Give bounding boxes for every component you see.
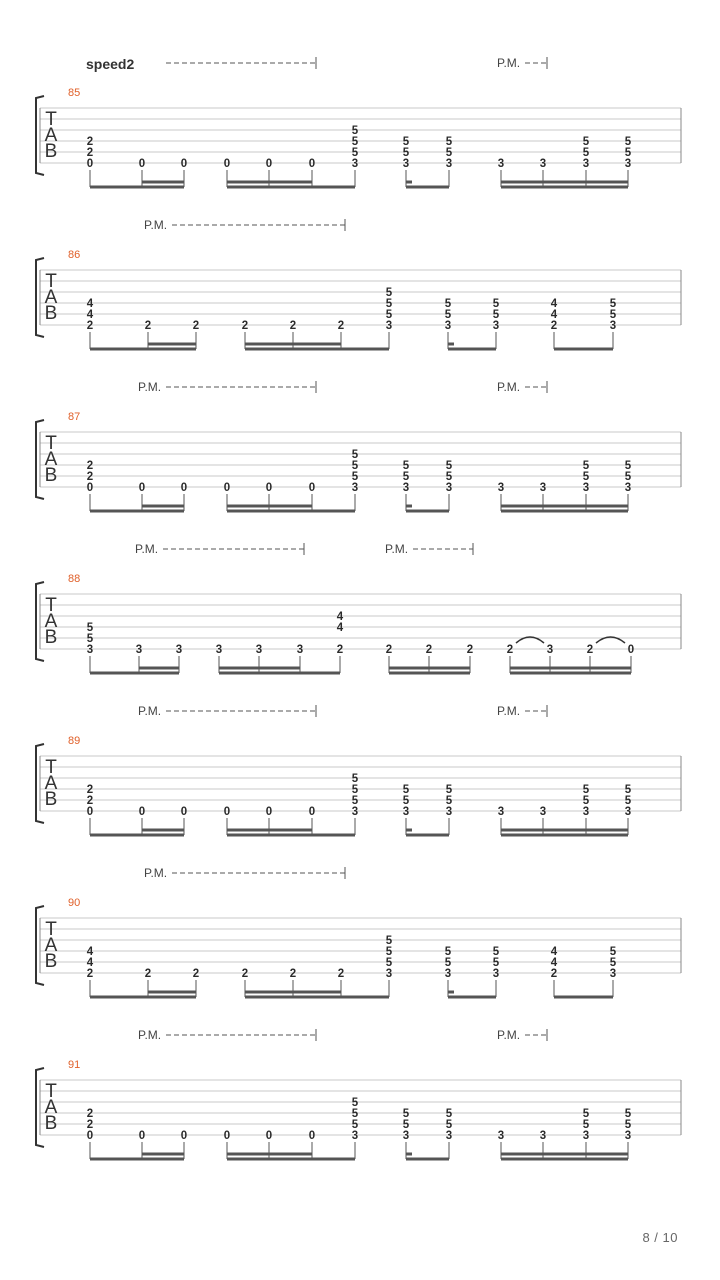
fret-number: 3 xyxy=(135,644,143,656)
fret-number: 5 xyxy=(624,136,632,148)
fret-number: 5 xyxy=(624,147,632,159)
beam-primary xyxy=(389,672,470,675)
fret-number: 2 xyxy=(86,784,94,796)
fret-number: 5 xyxy=(351,460,359,472)
fret-number: 3 xyxy=(215,644,223,656)
palm-mute-label: P.M. xyxy=(138,380,162,394)
palm-mute-label: P.M. xyxy=(135,542,159,556)
fret-number: 4 xyxy=(86,957,94,969)
measure-number: 85 xyxy=(68,87,81,99)
fret-number: 5 xyxy=(351,136,359,148)
fret-number: 4 xyxy=(86,298,94,310)
fret-number: 3 xyxy=(445,482,453,494)
fret-number: 2 xyxy=(86,1108,94,1120)
palm-mute-label: P.M. xyxy=(497,1028,521,1042)
tab-clef-letter: T xyxy=(45,1081,57,1102)
measure-number: 90 xyxy=(68,897,81,909)
beam-primary xyxy=(501,1158,628,1161)
tab-clef-letter: A xyxy=(44,125,58,146)
beam-stub xyxy=(448,991,454,994)
fret-number: 5 xyxy=(609,957,617,969)
fret-number: 3 xyxy=(445,806,453,818)
fret-number: 2 xyxy=(586,644,594,656)
beam-primary xyxy=(448,996,496,999)
fret-number: 5 xyxy=(624,795,632,807)
fret-number: 5 xyxy=(492,309,500,321)
tab-clef-letter: A xyxy=(44,935,58,956)
beam-secondary xyxy=(227,505,312,508)
fret-number: 3 xyxy=(444,968,452,980)
fret-number: 3 xyxy=(624,482,632,494)
fret-number: 0 xyxy=(308,1130,316,1142)
fret-number: 5 xyxy=(351,1119,359,1131)
fret-number: 2 xyxy=(425,644,433,656)
measure-number: 88 xyxy=(68,573,81,585)
fret-number: 5 xyxy=(402,147,410,159)
fret-number: 5 xyxy=(582,471,590,483)
fret-number: 5 xyxy=(582,147,590,159)
fret-number: 5 xyxy=(624,471,632,483)
fret-number: 2 xyxy=(144,968,152,980)
fret-number: 2 xyxy=(550,968,558,980)
fret-number: 5 xyxy=(445,1119,453,1131)
beam-primary xyxy=(554,348,613,351)
fret-number: 4 xyxy=(550,309,558,321)
beam-primary xyxy=(227,1158,355,1161)
fret-number: 2 xyxy=(466,644,474,656)
fret-number: 0 xyxy=(223,806,231,818)
beam-secondary xyxy=(219,667,300,670)
fret-number: 0 xyxy=(180,158,188,170)
fret-number: 5 xyxy=(624,1108,632,1120)
fret-number: 3 xyxy=(351,1130,359,1142)
fret-number: 0 xyxy=(86,158,94,170)
beam-secondary xyxy=(389,667,470,670)
fret-number: 0 xyxy=(308,482,316,494)
fret-number: 5 xyxy=(582,795,590,807)
measure-number: 87 xyxy=(68,411,81,423)
fret-number: 3 xyxy=(539,806,547,818)
tab-clef-letter: T xyxy=(45,919,57,940)
beam-primary xyxy=(448,348,496,351)
fret-number: 5 xyxy=(445,460,453,472)
fret-number: 2 xyxy=(86,136,94,148)
tab-clef-letter: B xyxy=(44,141,58,162)
beam-primary xyxy=(90,672,179,675)
fret-number: 3 xyxy=(497,806,505,818)
fret-number: 5 xyxy=(402,1119,410,1131)
fret-number: 5 xyxy=(385,298,393,310)
fret-number: 3 xyxy=(624,806,632,818)
beam-secondary xyxy=(142,505,184,508)
fret-number: 0 xyxy=(180,1130,188,1142)
beam-primary xyxy=(227,834,355,837)
fret-number: 5 xyxy=(582,136,590,148)
fret-number: 5 xyxy=(445,471,453,483)
fret-number: 2 xyxy=(86,471,94,483)
fret-number: 5 xyxy=(445,1108,453,1120)
fret-number: 0 xyxy=(138,482,146,494)
fret-number: 5 xyxy=(582,1108,590,1120)
fret-number: 5 xyxy=(385,287,393,299)
fret-number: 3 xyxy=(351,482,359,494)
measure-number: 86 xyxy=(68,249,81,261)
fret-number: 2 xyxy=(86,968,94,980)
fret-number: 5 xyxy=(444,309,452,321)
fret-number: 4 xyxy=(336,611,344,623)
fret-number: 5 xyxy=(351,773,359,785)
tab-clef-letter: A xyxy=(44,1097,58,1118)
beam-secondary xyxy=(501,505,628,508)
fret-number: 3 xyxy=(624,1130,632,1142)
fret-number: 0 xyxy=(265,1130,273,1142)
fret-number: 2 xyxy=(192,320,200,332)
fret-number: 3 xyxy=(497,158,505,170)
fret-number: 5 xyxy=(351,784,359,796)
fret-number: 3 xyxy=(582,806,590,818)
beam-stub xyxy=(448,343,454,346)
beam-primary xyxy=(406,186,449,189)
tab-clef-letter: A xyxy=(44,611,58,632)
fret-number: 3 xyxy=(539,158,547,170)
fret-number: 5 xyxy=(402,471,410,483)
fret-number: 0 xyxy=(138,806,146,818)
beam-primary xyxy=(501,510,628,513)
tab-clef-letter: T xyxy=(45,433,57,454)
fret-number: 5 xyxy=(385,946,393,958)
tab-clef-letter: T xyxy=(45,109,57,130)
fret-number: 5 xyxy=(445,784,453,796)
beam-primary xyxy=(90,348,196,351)
fret-number: 3 xyxy=(582,482,590,494)
fret-number: 5 xyxy=(624,784,632,796)
fret-number: 3 xyxy=(445,158,453,170)
fret-number: 5 xyxy=(351,1108,359,1120)
beam-secondary xyxy=(510,667,631,670)
fret-number: 0 xyxy=(86,482,94,494)
palm-mute-label: P.M. xyxy=(144,218,168,232)
beam-secondary xyxy=(148,343,196,346)
fret-number: 3 xyxy=(402,806,410,818)
fret-number: 2 xyxy=(192,968,200,980)
fret-number: 3 xyxy=(497,482,505,494)
tab-clef-letter: B xyxy=(44,789,58,810)
fret-number: 2 xyxy=(86,320,94,332)
beam-secondary xyxy=(501,1153,628,1156)
beam-secondary xyxy=(148,991,196,994)
fret-number: 5 xyxy=(351,449,359,461)
beam-primary xyxy=(227,510,355,513)
tab-system xyxy=(36,218,681,351)
beam-secondary xyxy=(142,829,184,832)
measure-number: 89 xyxy=(68,735,81,747)
fret-number: 0 xyxy=(265,806,273,818)
fret-number: 2 xyxy=(289,968,297,980)
fret-number: 5 xyxy=(385,957,393,969)
tempo-marking: speed2 xyxy=(86,56,135,72)
tab-clef-letter: T xyxy=(45,595,57,616)
fret-number: 2 xyxy=(86,1119,94,1131)
fret-number: 5 xyxy=(86,633,94,645)
tab-clef-letter: B xyxy=(44,627,58,648)
fret-number: 5 xyxy=(609,946,617,958)
fret-number: 5 xyxy=(445,147,453,159)
palm-mute-label: P.M. xyxy=(497,704,521,718)
systems-layer xyxy=(36,56,681,1161)
fret-number: 2 xyxy=(336,644,344,656)
tab-clef-letter: A xyxy=(44,773,58,794)
beam-primary xyxy=(245,348,389,351)
beam-stub xyxy=(406,505,412,508)
fret-number: 5 xyxy=(492,298,500,310)
fret-number: 5 xyxy=(402,784,410,796)
fret-number: 2 xyxy=(506,644,514,656)
tab-system xyxy=(36,704,681,837)
palm-mute-label: P.M. xyxy=(385,542,409,556)
beam-secondary xyxy=(139,667,179,670)
tab-clef-letter: A xyxy=(44,449,58,470)
tab-clef-letter: B xyxy=(44,951,58,972)
tab-system xyxy=(36,542,681,675)
beam-secondary xyxy=(142,1153,184,1156)
fret-number: 3 xyxy=(546,644,554,656)
fret-number: 5 xyxy=(444,946,452,958)
fret-number: 5 xyxy=(609,298,617,310)
fret-number: 5 xyxy=(351,795,359,807)
fret-number: 3 xyxy=(582,158,590,170)
fret-number: 5 xyxy=(351,147,359,159)
fret-number: 3 xyxy=(402,1130,410,1142)
fret-number: 0 xyxy=(180,482,188,494)
tab-clef-letter: T xyxy=(45,757,57,778)
fret-number: 5 xyxy=(351,125,359,137)
beam-secondary xyxy=(227,181,312,184)
measure-number: 91 xyxy=(68,1059,81,1071)
tab-system xyxy=(36,866,681,999)
fret-number: 2 xyxy=(241,320,249,332)
fret-number: 5 xyxy=(582,784,590,796)
fret-number: 4 xyxy=(550,298,558,310)
palm-mute-label: P.M. xyxy=(138,1028,162,1042)
fret-number: 5 xyxy=(609,309,617,321)
fret-number: 2 xyxy=(86,460,94,472)
tab-clef-letter: B xyxy=(44,465,58,486)
fret-number: 3 xyxy=(402,482,410,494)
tab-system xyxy=(36,56,681,189)
fret-number: 0 xyxy=(138,1130,146,1142)
tab-system xyxy=(36,1028,681,1161)
fret-number: 5 xyxy=(402,460,410,472)
beam-primary xyxy=(406,1158,449,1161)
palm-mute-label: P.M. xyxy=(144,866,168,880)
fret-number: 5 xyxy=(582,1119,590,1131)
beam-primary xyxy=(219,672,340,675)
fret-number: 3 xyxy=(492,968,500,980)
fret-number: 3 xyxy=(444,320,452,332)
fret-number: 0 xyxy=(86,1130,94,1142)
beam-secondary xyxy=(501,181,628,184)
beam-primary xyxy=(90,1158,184,1161)
fret-number: 5 xyxy=(444,298,452,310)
fret-number: 3 xyxy=(385,968,393,980)
fret-number: 0 xyxy=(627,644,635,656)
fret-number: 3 xyxy=(445,1130,453,1142)
beam-primary xyxy=(406,510,449,513)
fret-number: 0 xyxy=(223,482,231,494)
fret-number: 5 xyxy=(402,136,410,148)
palm-mute-label: P.M. xyxy=(138,704,162,718)
beam-primary xyxy=(90,510,184,513)
fret-number: 5 xyxy=(402,795,410,807)
fret-number: 3 xyxy=(385,320,393,332)
beam-secondary xyxy=(227,829,312,832)
fret-number: 5 xyxy=(492,957,500,969)
fret-number: 5 xyxy=(351,1097,359,1109)
fret-number: 5 xyxy=(492,946,500,958)
beam-primary xyxy=(501,186,628,189)
page-number: 8 / 10 xyxy=(642,1230,678,1245)
fret-number: 0 xyxy=(223,158,231,170)
fret-number: 3 xyxy=(296,644,304,656)
beam-secondary xyxy=(501,829,628,832)
tab-clef-letter: A xyxy=(44,287,58,308)
fret-number: 0 xyxy=(138,158,146,170)
fret-number: 3 xyxy=(582,1130,590,1142)
beam-primary xyxy=(90,996,196,999)
fret-number: 5 xyxy=(385,935,393,947)
fret-number: 3 xyxy=(609,968,617,980)
beam-primary xyxy=(90,186,184,189)
beam-primary xyxy=(510,672,631,675)
fret-number: 0 xyxy=(308,158,316,170)
fret-number: 0 xyxy=(86,806,94,818)
fret-number: 5 xyxy=(445,136,453,148)
fret-number: 0 xyxy=(265,482,273,494)
beam-secondary xyxy=(142,181,184,184)
tab-clef-letter: B xyxy=(44,303,58,324)
beam-stub xyxy=(406,1153,412,1156)
beam-secondary xyxy=(227,1153,312,1156)
fret-number: 2 xyxy=(337,320,345,332)
beam-primary xyxy=(501,834,628,837)
fret-number: 3 xyxy=(609,320,617,332)
beam-primary xyxy=(227,186,355,189)
fret-number: 5 xyxy=(582,460,590,472)
beam-stub xyxy=(406,181,412,184)
fret-number: 2 xyxy=(241,968,249,980)
fret-number: 0 xyxy=(223,1130,231,1142)
fret-number: 3 xyxy=(402,158,410,170)
fret-number: 2 xyxy=(385,644,393,656)
tab-clef-letter: B xyxy=(44,1113,58,1134)
beam-primary xyxy=(245,996,389,999)
beam-secondary xyxy=(245,991,341,994)
fret-number: 5 xyxy=(624,460,632,472)
fret-number: 3 xyxy=(624,158,632,170)
fret-number: 2 xyxy=(86,147,94,159)
fret-number: 5 xyxy=(444,957,452,969)
fret-number: 2 xyxy=(289,320,297,332)
fret-number: 3 xyxy=(497,1130,505,1142)
fret-number: 3 xyxy=(86,644,94,656)
beam-primary xyxy=(554,996,613,999)
fret-number: 0 xyxy=(180,806,188,818)
palm-mute-label: P.M. xyxy=(497,56,521,70)
beam-secondary xyxy=(245,343,341,346)
fret-number: 3 xyxy=(351,806,359,818)
beam-primary xyxy=(406,834,449,837)
fret-number: 5 xyxy=(86,622,94,634)
fret-number: 4 xyxy=(86,946,94,958)
tab-system xyxy=(36,380,681,513)
fret-number: 5 xyxy=(624,1119,632,1131)
fret-number: 5 xyxy=(385,309,393,321)
fret-number: 0 xyxy=(308,806,316,818)
fret-number: 3 xyxy=(539,482,547,494)
fret-number: 4 xyxy=(336,622,344,634)
fret-number: 3 xyxy=(539,1130,547,1142)
beam-primary xyxy=(90,834,184,837)
fret-number: 2 xyxy=(550,320,558,332)
beam-stub xyxy=(406,829,412,832)
fret-number: 5 xyxy=(445,795,453,807)
tab-clef-letter: T xyxy=(45,271,57,292)
fret-number: 3 xyxy=(492,320,500,332)
fret-number: 2 xyxy=(337,968,345,980)
fret-number: 3 xyxy=(351,158,359,170)
palm-mute-label: P.M. xyxy=(497,380,521,394)
fret-number: 4 xyxy=(550,946,558,958)
fret-number: 4 xyxy=(550,957,558,969)
fret-number: 2 xyxy=(86,795,94,807)
fret-number: 4 xyxy=(86,309,94,321)
fret-number: 5 xyxy=(402,1108,410,1120)
fret-number: 2 xyxy=(144,320,152,332)
fret-number: 0 xyxy=(265,158,273,170)
fret-number: 3 xyxy=(255,644,263,656)
fret-number: 3 xyxy=(175,644,183,656)
fret-number: 5 xyxy=(351,471,359,483)
